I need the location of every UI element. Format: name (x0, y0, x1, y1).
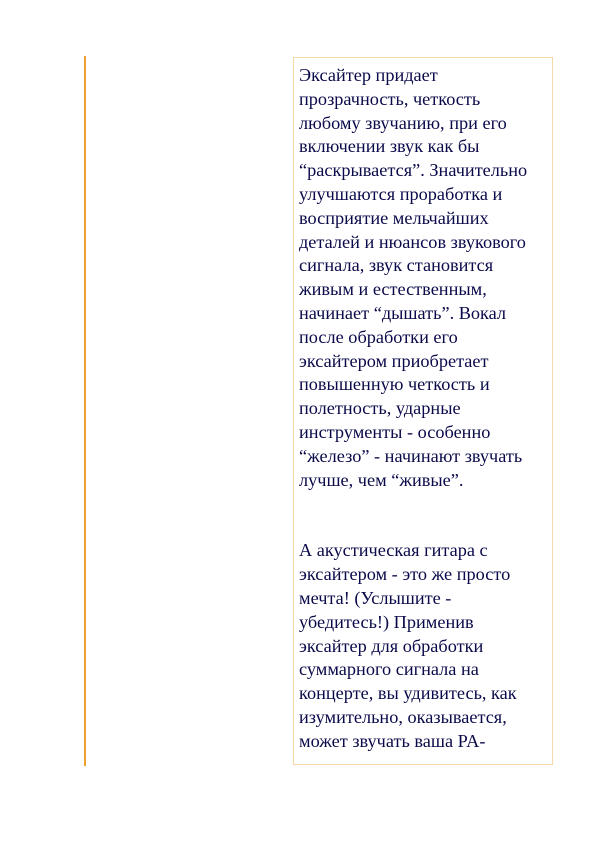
text-frame (293, 57, 553, 765)
paragraph-acoustic-guitar: А акустическая гитара с эксайтером - это же просто мечта! (Услышите - убедитесь!) Применив эксайтер для обработки суммарного сигнала на концерте, вы удивитесь, как изумительно, оказывается, может звучать ваша PA- (299, 540, 517, 751)
left-margin-rule (84, 56, 86, 766)
paragraph-spacer (299, 492, 548, 539)
paragraph-exciter-description: Эксайтер придает прозрачность, четкость любому звучанию, при его включении звук как бы “раскрывается”. Значительно улучшаются проработка и восприятие мельчайших деталей и нюансов звукового сигнала, звук становится живым и естественным, начинает “дышать”. Вокал после обработки его эксайтером приобретает повышенную четкость и полетность, ударные инструменты - особенно “железо” - начинают звучать лучше, чем “живые”. (299, 65, 528, 490)
